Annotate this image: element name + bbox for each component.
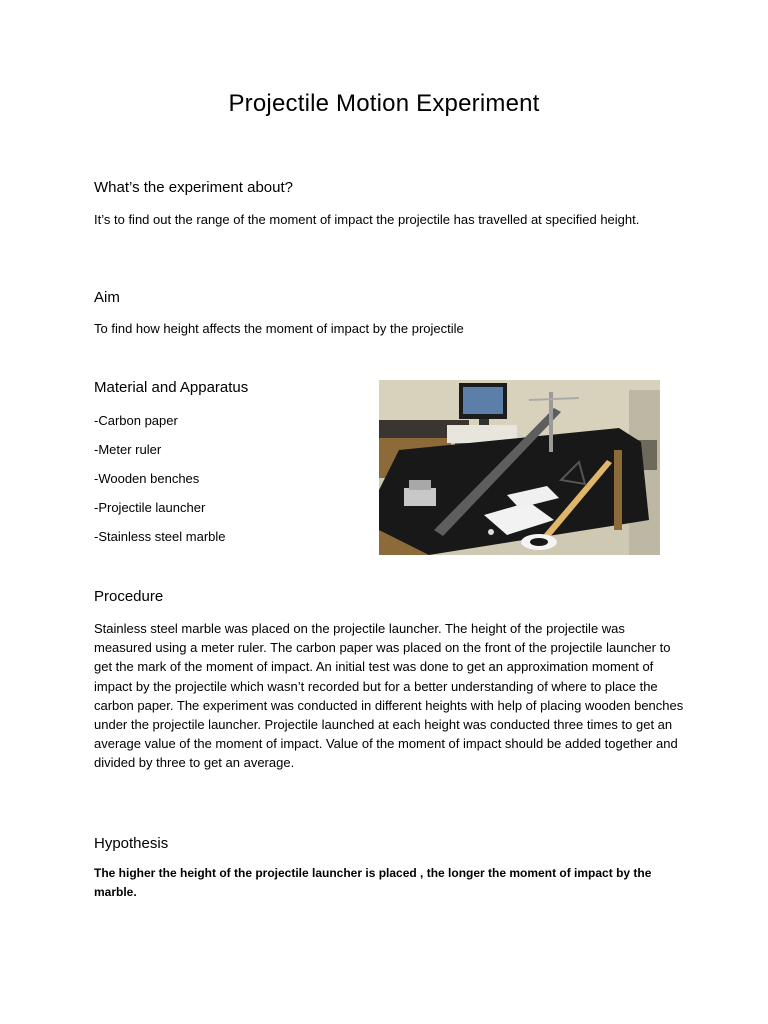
- document-title: Projectile Motion Experiment: [228, 90, 540, 117]
- section-heading-about: What’s the experiment about?: [94, 179, 294, 196]
- section-heading-materials: Material and Apparatus: [94, 379, 249, 396]
- materials-list-item: -Meter ruler: [94, 442, 162, 457]
- section-text-procedure: Stainless steel marble was placed on the projectile launcher. The height of the projectile was measured using a meter ruler. The carbon paper was placed on the front of the projectile launcher to get the mark of the moment of impact. An initial test was done to get an approximation moment of impact by the projectile which wasn’t recorded but for a better understanding of where to place the carbon paper. The experiment was conducted in different heights with help of placing wooden benches under the projectile launcher. Projectile launched at each height was conducted three times to get an average value of the moment of impact. Value of the moment of impact should be added together and divided by three to get an average.: [94, 621, 684, 771]
- section-text-hypothesis: The higher the height of the projectile launcher is placed , the longer the moment of impact by the marble.: [94, 866, 652, 900]
- materials-list-item: -Carbon paper: [94, 413, 178, 428]
- apparatus-photo: [379, 380, 660, 555]
- materials-list-item: -Wooden benches: [94, 471, 200, 486]
- materials-list-item: -Stainless steel marble: [94, 529, 226, 544]
- materials-list-item: -Projectile launcher: [94, 500, 206, 515]
- section-text-aim: To find how height affects the moment of impact by the projectile: [94, 321, 464, 336]
- section-heading-hypothesis: Hypothesis: [94, 835, 169, 852]
- section-heading-procedure: Procedure: [94, 588, 164, 605]
- section-text-about: It’s to find out the range of the moment of impact the projectile has travelled at specified height.: [94, 212, 640, 227]
- section-heading-aim: Aim: [94, 289, 120, 306]
